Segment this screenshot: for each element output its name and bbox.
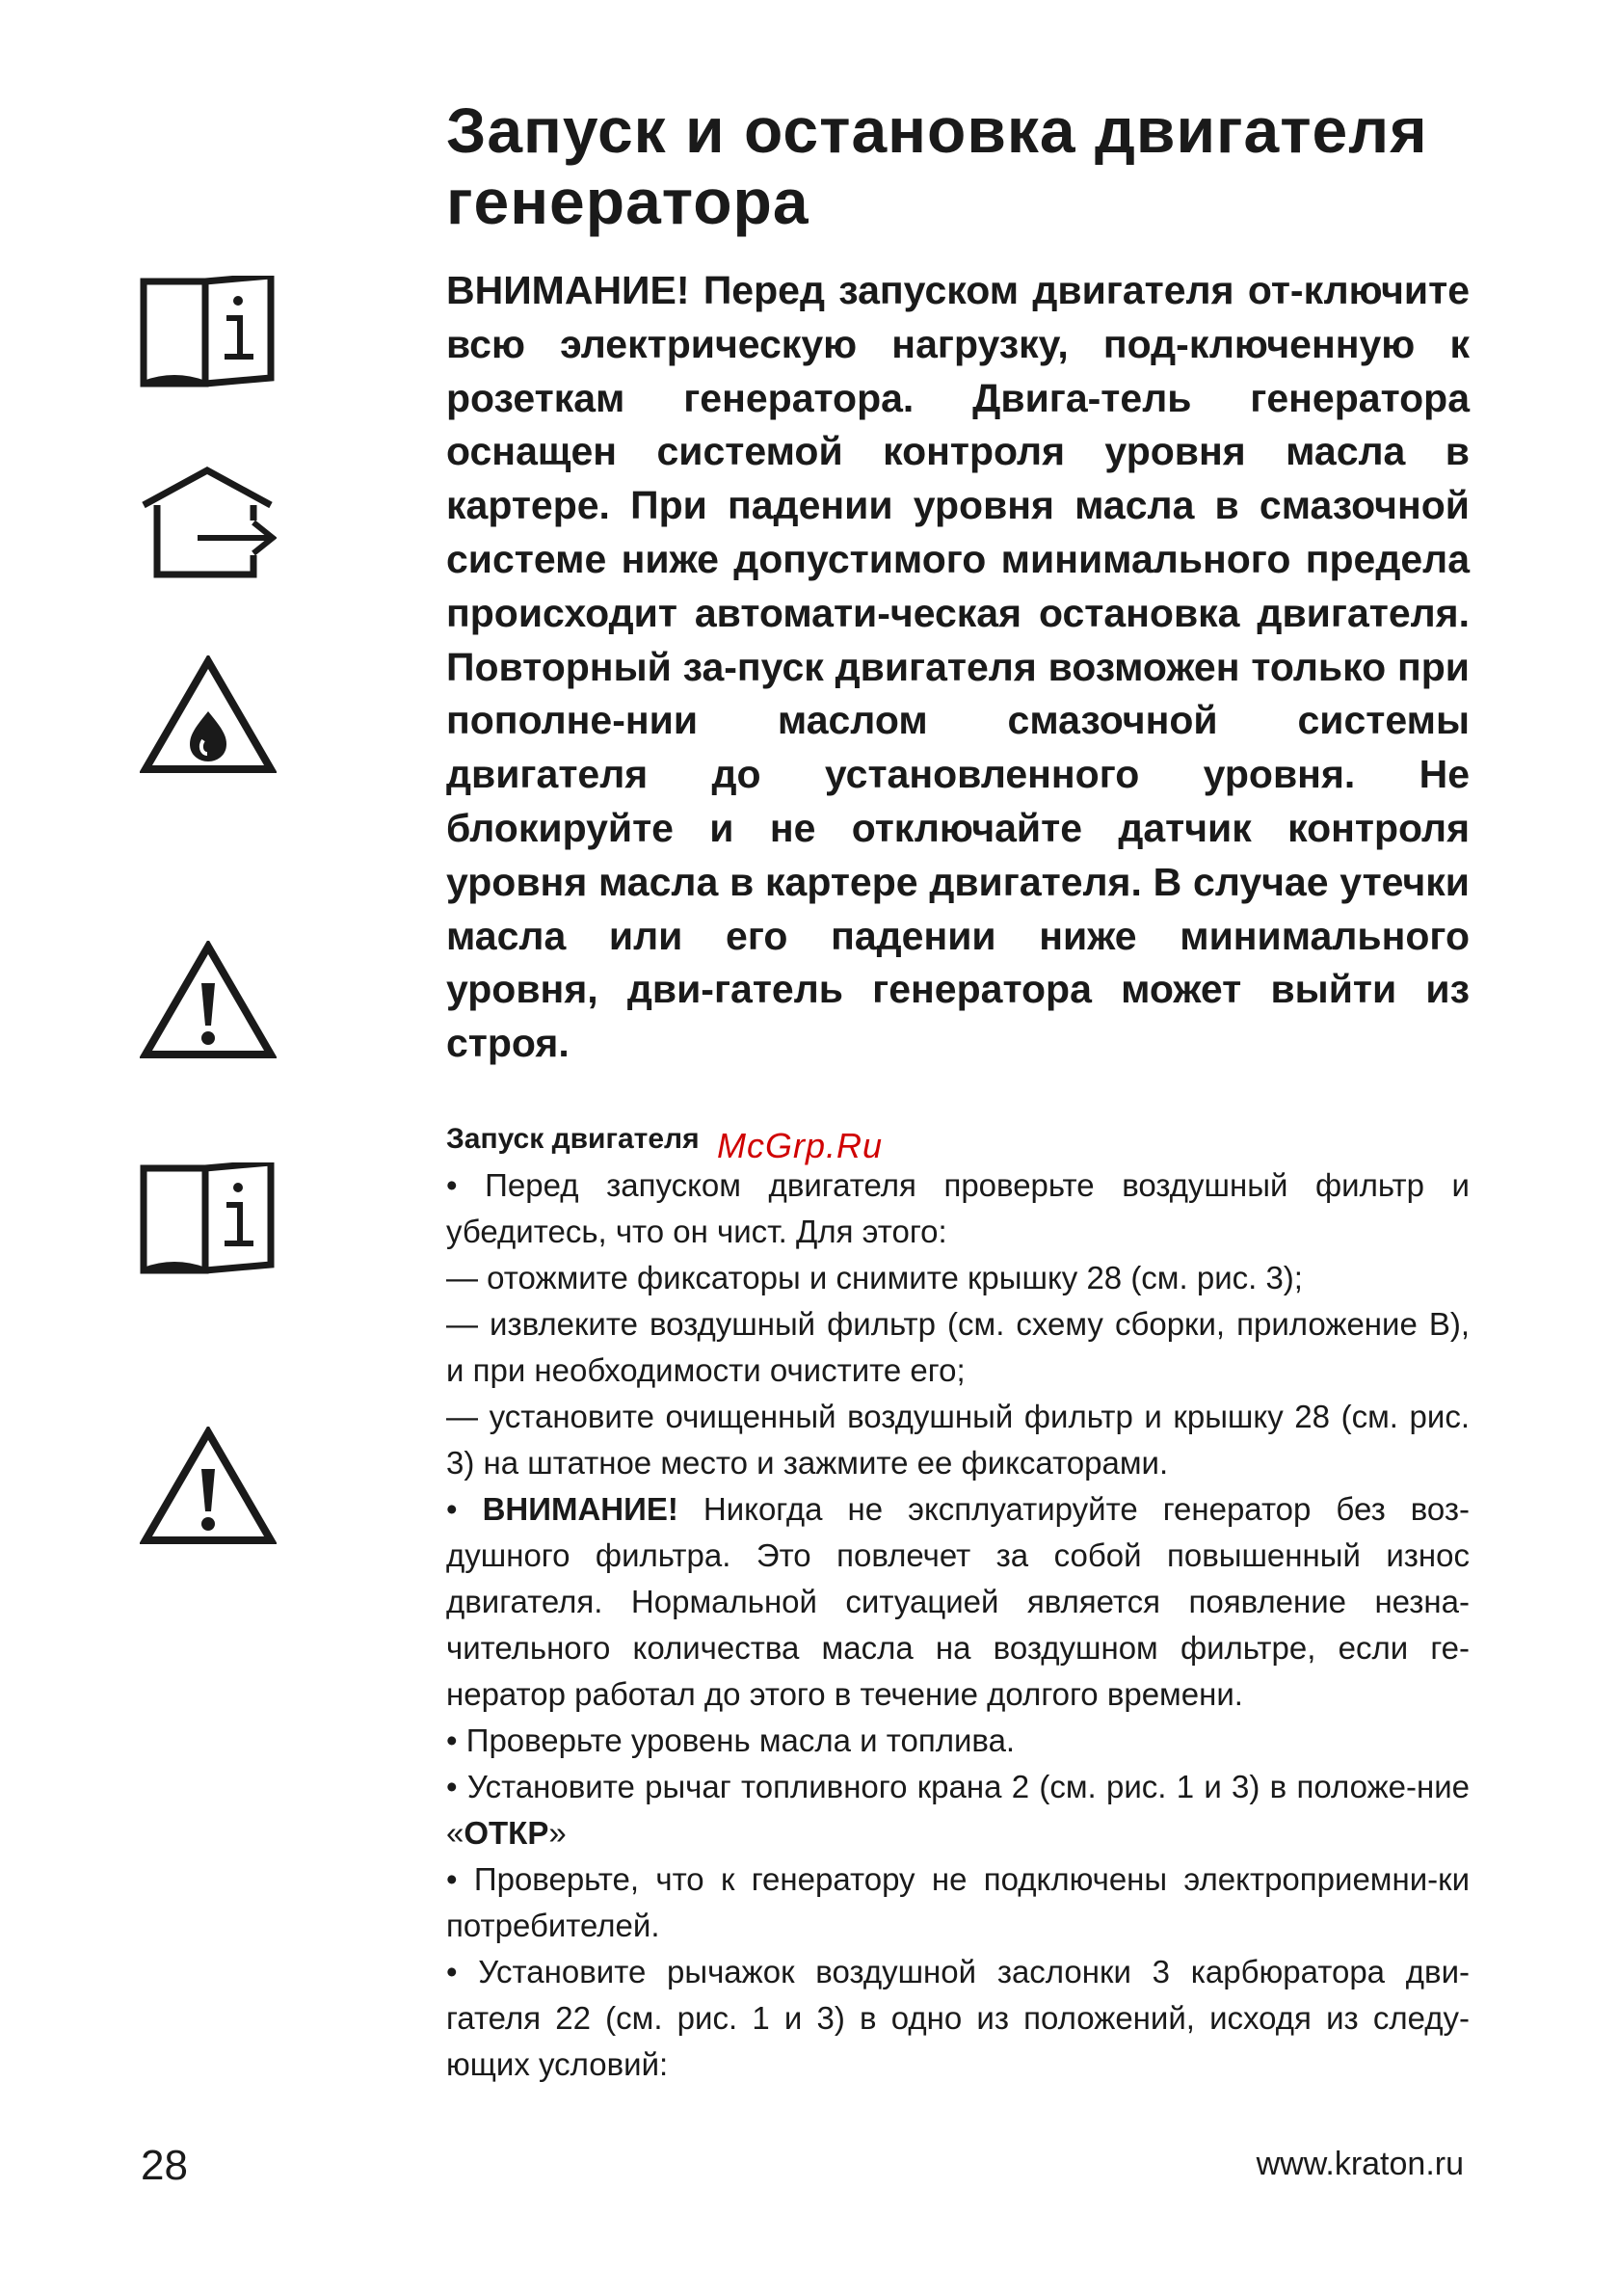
exclamation-warning-icon (140, 941, 277, 1060)
fuel-valve-end: » (548, 1815, 567, 1851)
engine-start-section (446, 1116, 1470, 2088)
site-url: www.kraton.ru (1256, 2146, 1464, 2182)
watermark: McGrp.Ru (717, 1126, 884, 1165)
paragraph: • Проверьте уровень масла и топлива. (446, 1722, 1016, 1758)
paragraph: — установите очищенный воздушный фильтр и крышку 28 (см. рис. 3) на штатное место и зажмите ее фиксаторами. (446, 1399, 1470, 1481)
paragraph: — извлеките воздушный фильтр (см. схему сборки, приложение В), и при необходимости очистите его; (446, 1306, 1470, 1388)
bullet: • (446, 1491, 483, 1527)
attention-text: Никогда не эксплуатируйте генератор без воз-душного фильтра. Это повлечет за собой повышенный износ двигателя. Нормальной ситуацией является появление незна-чительного количества масла на воздушном фильтре, если ге-нератор работал до этого в течение долгого времени. (446, 1491, 1470, 1712)
paragraph: • Проверьте, что к генератору не подключены электроприемни-ки потребителей. (446, 1861, 1470, 1943)
paragraph: • Установите рычажок воздушной заслонки 3 карбюратора дви-гателя 22 (см. рис. 1 и 3) в одно из положений, исходя из следу-ющих условий: (446, 1954, 1470, 2082)
page-number: 28 (141, 2142, 188, 2189)
manual-info-icon (140, 1162, 275, 1276)
section-subheading: Запуск двигателя (446, 1123, 700, 1155)
page-title: Запуск и остановка двигателя генератора (446, 94, 1428, 237)
engine-warning-text: ВНИМАНИЕ! Перед запуском двигателя от-ключите всю электрическую нагрузку, под-ключенную к розеткам генератора. Двига-тель генератора оснащен системой контроля уровня масла в картере. При падении уровня масла в смазочной системе ниже допустимого минимального предела происходит автомати-ческая остановка двигателя. Повторный за-пуск двигателя возможен только при пополне-нии маслом смазочной системы двигателя до установленного уровня. Не блокируйте и не отключайте датчик контроля уровня масла в картере двигателя. В случае утечки масла или его падении ниже минимального уровня, дви-гатель генератора может выйти из строя. (446, 268, 1470, 1066)
fire-warning-icon (140, 655, 277, 775)
paragraph: — отожмите фиксаторы и снимите крышку 28 (см. рис. 3); (446, 1260, 1303, 1295)
fuel-valve-paragraph (446, 1764, 1470, 1856)
manual-info-icon (140, 276, 275, 389)
house-exit-icon (140, 467, 277, 578)
paragraph: • Перед запуском двигателя проверьте воздушный фильтр и убедитесь, что он чист. Для этого: (446, 1167, 1470, 1249)
exclamation-warning-icon (140, 1427, 277, 1546)
attention-label: ВНИМАНИЕ! (482, 1491, 678, 1527)
fuel-valve-position: ОТКР (464, 1815, 549, 1851)
attention-paragraph (446, 1486, 1470, 1718)
fuel-valve-text: • Установите рычаг топливного крана 2 (см. рис. 1 и 3) в положе-ние « (446, 1769, 1470, 1851)
